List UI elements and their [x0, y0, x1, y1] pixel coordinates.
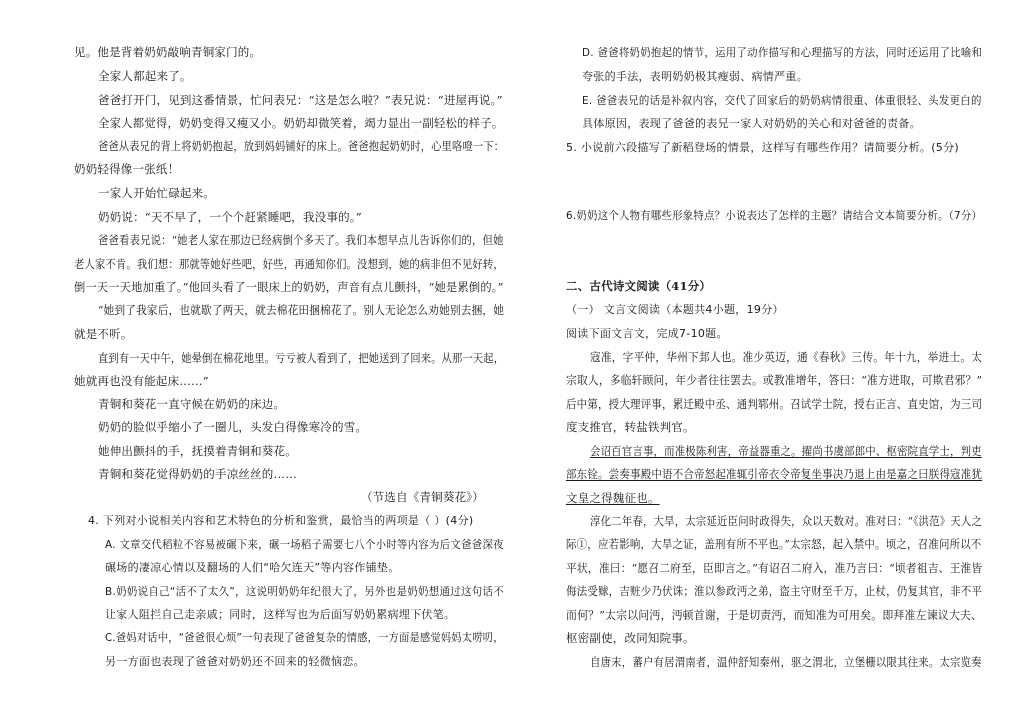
text-line: 奶奶的脸似乎缩小了一圈儿，头发白得像寒冷的雪。 [98, 420, 368, 434]
passage-line: 枢密副使，改同知院事。 [566, 631, 695, 645]
question-5: 5. 小说前六段描写了新稻登场的情景，这样写有哪些作用？请简要分析。(5分) [566, 141, 959, 154]
q4-option-e: E. 爸爸表兄的话是补叙内容，交代了回家后的奶奶病情很重、体重很轻、头发更白的 [582, 94, 982, 107]
text-line: 爸爸看表兄说：“她老人家在那边已经病倒个多天了。我们本想早点儿告诉你们的，但她 [98, 233, 504, 247]
q4-option-b-cont: 让家人阻拦自己走亲戚；同时，这样写也为后面写奶奶累病埋下伏笔。 [105, 608, 456, 621]
passage-line: 度支推官，转盐铁判官。 [566, 420, 695, 434]
q4-option-e-cont: 具体原因，表现了爸爸的表兄一家人对奶奶的关心和对爸爸的责备。 [582, 117, 921, 130]
passage-line: 淳化二年春，大旱，太宗延近臣问时政得失，众以天数对。准对曰：“《洪范》天人之 [590, 514, 983, 528]
text-line: 倒一天一天地加重了。”他回头看了一眼床上的奶奶，声音有点儿颤抖，“她是累倒的。” [74, 280, 504, 294]
text-line: 爸爸从表兄的背上将奶奶抱起，放到妈妈铺好的床上。爸爸抱起奶奶时，心里咯噔一下： [98, 139, 505, 153]
question-4-stem: 4. 下列对小说相关内容和艺术特色的分析和鉴赏，最恰当的两项是（ ）(4分) [88, 514, 474, 527]
text-line: 青铜和葵花觉得奶奶的手凉丝丝的…… [98, 467, 297, 481]
text-line: 全家人都觉得，奶奶变得又瘦又小。奶奶却微笑着，竭力显出一副轻松的样子。 [98, 116, 504, 130]
passage-line: 而何？”太宗以问沔，沔顿首谢，于是切责沔，而知准为可用矣。即拜准左谏议大夫、 [566, 608, 983, 622]
passage-line: 后中第，授大理评事，累迁殿中丞、通判郓州。召试学士院，授右正言、直史馆，为三司 [566, 397, 983, 411]
text-line: 直到有一天中午，她晕倒在棉花地里。亏亏被人看到了，把她送到了回来。从那一天起， [98, 351, 505, 365]
q4-option-c: C.爸妈对话中，“爸爸很心烦”一句表现了爸爸复杂的情感，一方面是感觉妈妈太唠叨， [105, 631, 504, 644]
text-line: 她伸出颤抖的手，抚摸着青铜和葵花。 [98, 444, 297, 458]
passage-line: 寇准，字平仲，华州下邽人也。准少英迈，通《春秋》三传。年十九，举进士。太 [590, 350, 983, 364]
question-6: 6.奶奶这个人物有哪些形象特点？小说表达了怎样的主题？请结合文本简要分析。（7分） [566, 209, 983, 222]
q4-option-d: D. 爸爸将奶奶抱起的情节，运用了动作描写和心理描写的方法，同时还运用了比喻和 [582, 46, 983, 59]
passage-line: 际①，应若影响，大旱之证，盖刑有所不平也。”太宗怒，起入禁中。顷之，召准问所以不 [566, 537, 982, 551]
text-line: 就是不听。 [74, 327, 133, 341]
text-line: 奶奶轻得像一张纸！ [74, 162, 180, 176]
text-line: 老人家不肯。我们想：那就等她好些吧，好些，再通知你们。没想到，她的病非但不见好转， [74, 257, 504, 271]
text-line: 她就再也没有能起床……” [74, 374, 209, 388]
q4-option-a-cont: 碾场的凄凉心情以及翻场的人们“哈欠连天”等内容作铺垫。 [105, 561, 400, 574]
instruction: 阅读下面文言文，完成7-10题。 [566, 327, 728, 340]
q4-option-c-cont: 另一方面也表现了爸爸对奶奶还不回来的轻微恼恋。 [105, 655, 365, 668]
q4-option-a: A. 文章交代稻粒不容易被碾下来，碾一场稻子需要七八个小时等内容为后文爸爸深夜 [105, 538, 504, 551]
text-line: 奶奶说：“天不早了，一个个赶紧睡吧，我没事的。” [98, 210, 362, 224]
text-line: 一家人开始忙碌起来。 [98, 186, 215, 200]
passage-line-underlined: 文皇之得魏征也。 [566, 491, 660, 505]
text-line: 爸爸打开门，见到这番情景，忙问表兄：“这是怎么啦？”表兄说：“进屋再说。” [98, 93, 503, 107]
source-citation: （节选自《青铜葵花》） [361, 490, 484, 504]
passage-line: 侮法受赇，吉赃少乃伏诛；淮以参政沔之弟，盗主守财至千万，止杖，仍复其官，非不平 [566, 584, 983, 598]
passage-line: 平状，准曰：“愿召二府至，臣即言之。”有诏召二府入，准乃言曰：“顷者祖吉、王淮皆 [566, 561, 983, 575]
q4-option-d-cont: 夸张的手法，表明奶奶极其瘦弱、病情严重。 [582, 70, 808, 83]
passage-line-underlined: 会诏百官言事，而准极陈利害，帝益器重之。擢尚书虞部郎中、枢密院直学士，判吏 [590, 444, 982, 458]
text-line: “她到了我家后，也就歇了两天，就去棉花田捆棉花了。别人无论怎么劝她别去捆，她 [98, 303, 505, 317]
section-title: 二、古代诗文阅读（41分） [566, 279, 712, 293]
passage-line-underlined: 部东铨。尝奏事殿中语不合帝怒起准辄引帝衣令帝复坐事决乃退上由是嘉之曰朕得寇准犹 [566, 467, 983, 481]
text-line: 全家人都起来了。 [98, 69, 192, 83]
q4-option-b: B.奶奶说自己“活不了太久”，这说明奶奶年纪很大了，另外也是奶奶想通过这句话不 [105, 585, 505, 598]
passage-line: 宗取人，多临轩顾问，年少者往往罢去。或教准增年，答曰：“准方进取，可欺君邪？” [566, 373, 983, 387]
text-line: 见。他是背着奶奶敲响青铜家门的。 [74, 45, 262, 59]
subsection-title: （一） 文言文阅读（本题共4小题，19分） [566, 303, 784, 316]
text-line: 青铜和葵花一直守候在奶奶的床边。 [98, 397, 286, 411]
passage-line: 自唐末，蕃户有居渭南者，温仲舒知秦州，驱之渭北，立堡栅以限其往来。太宗览奏 [590, 655, 982, 669]
